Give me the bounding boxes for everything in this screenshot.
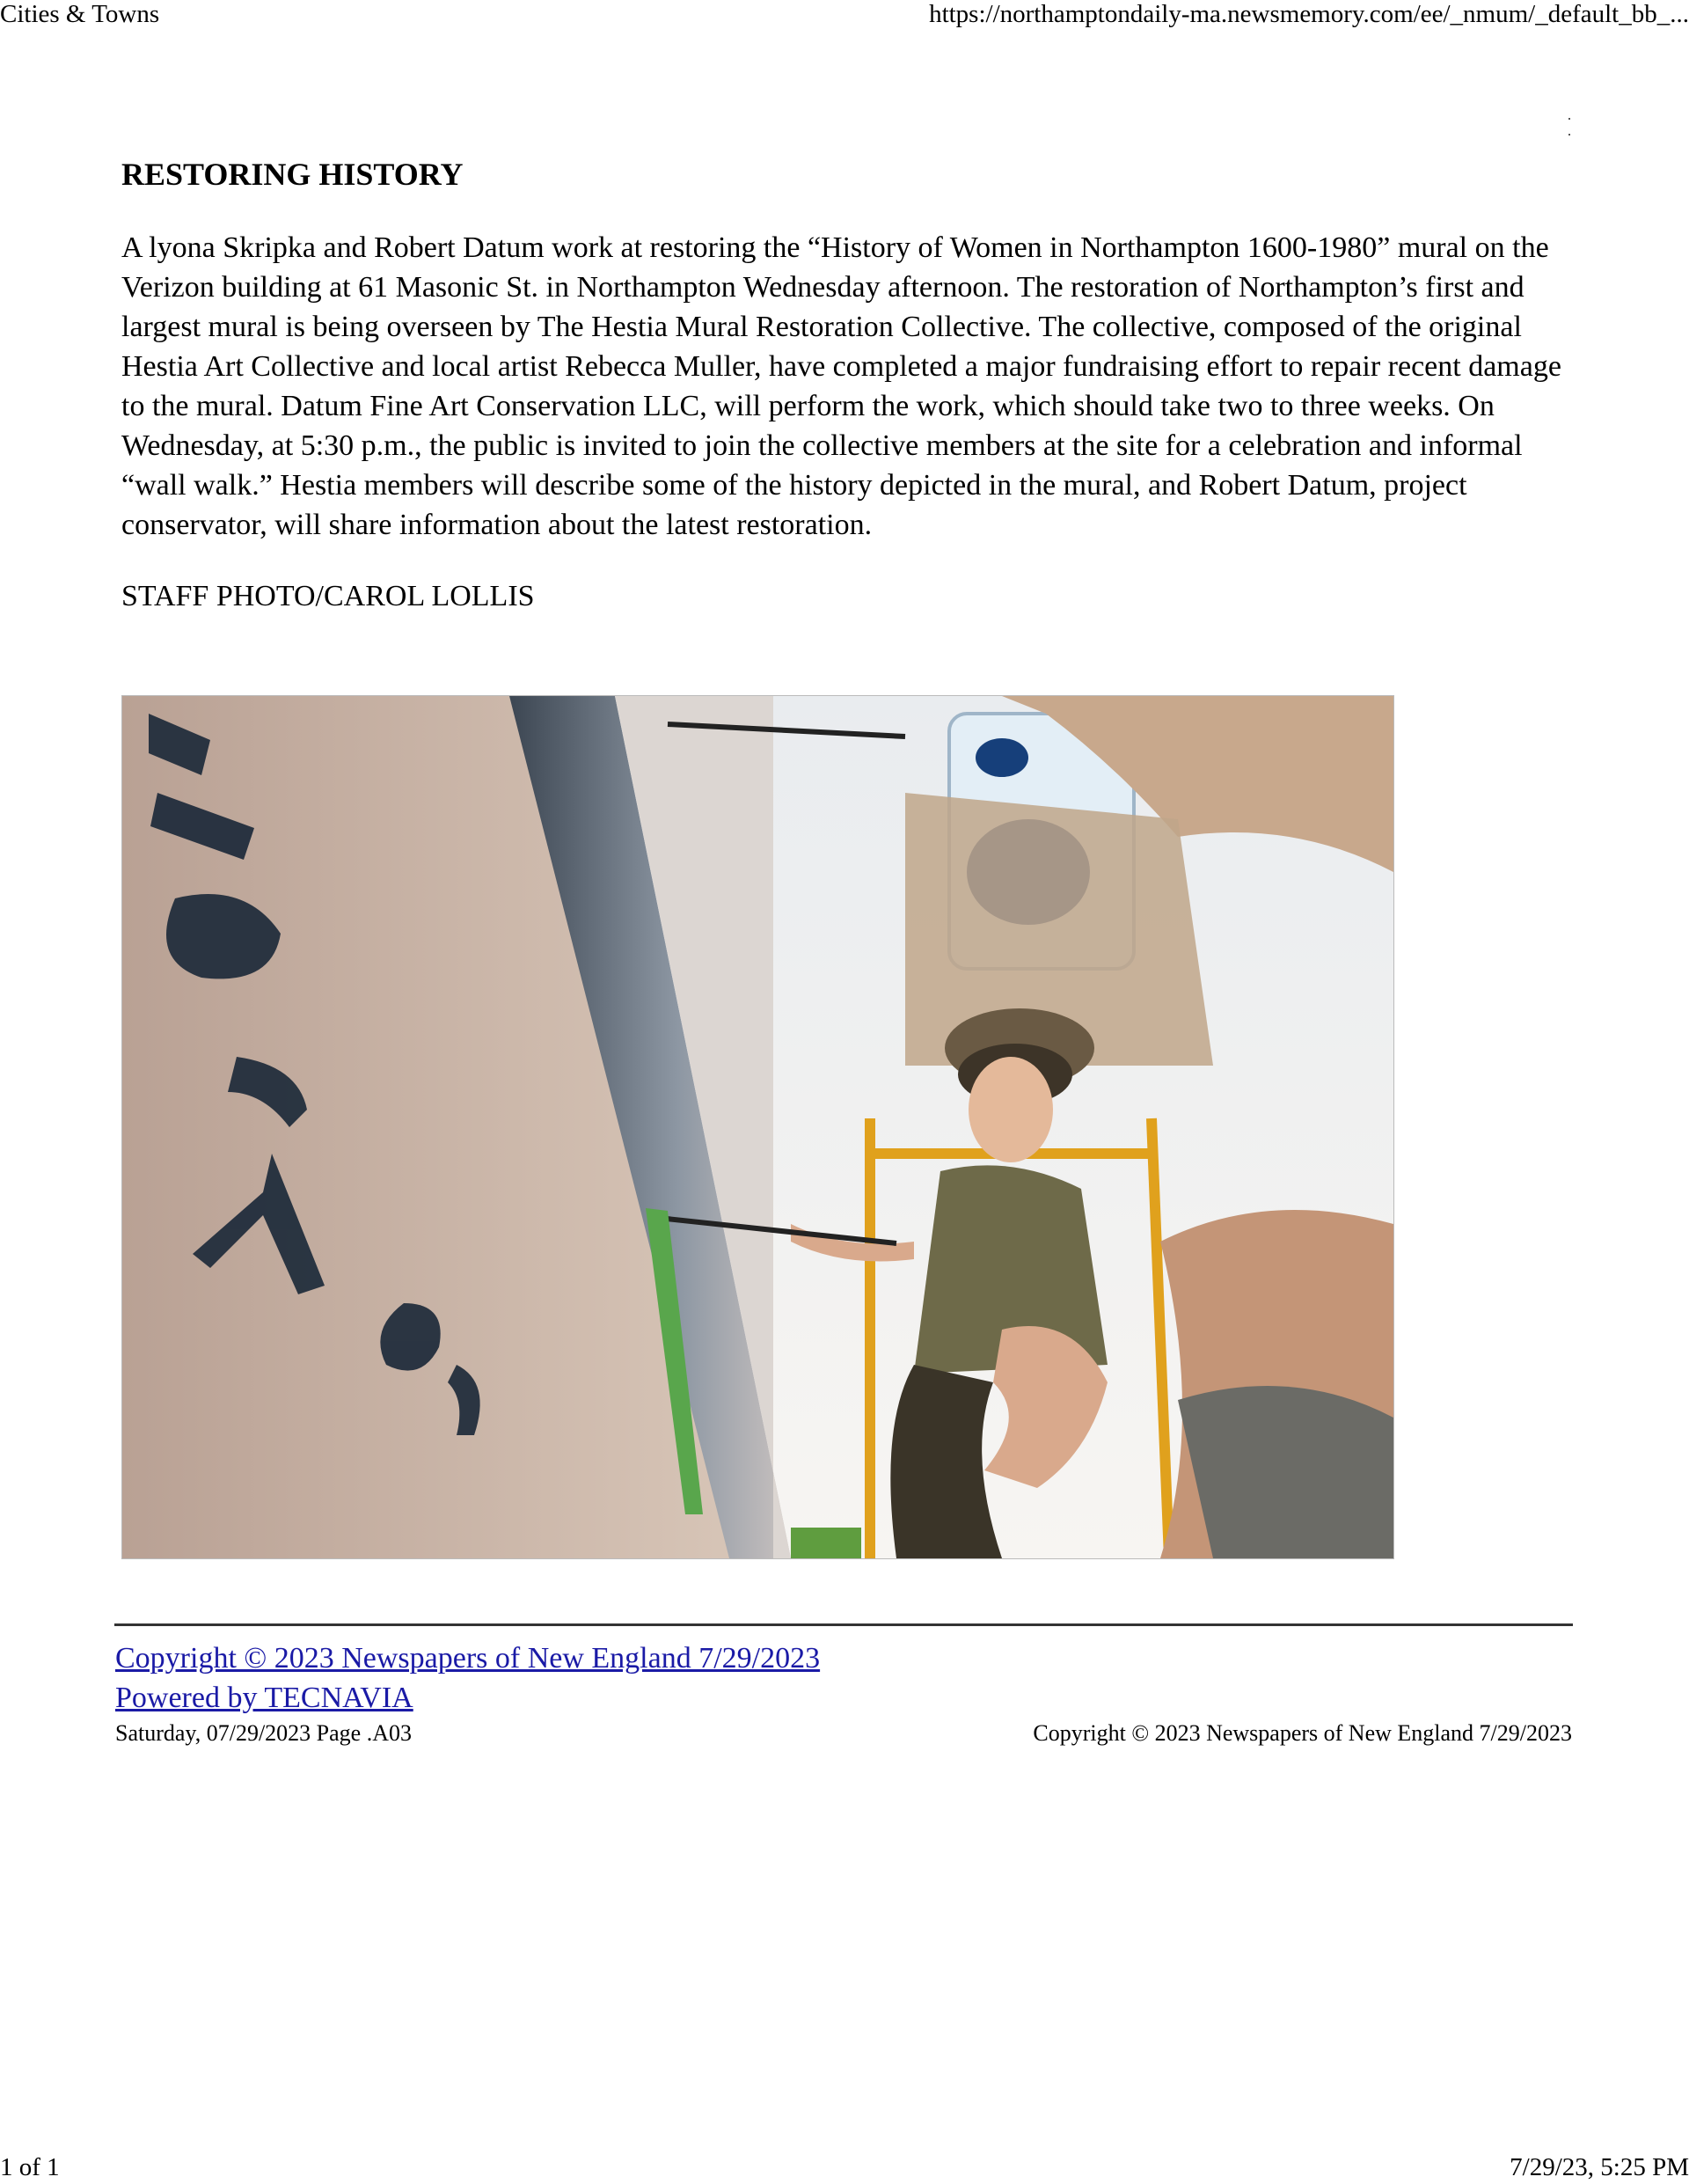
article-caption: A lyona Skripka and Robert Datum work at restoring the “History of Women in Northampton 1600-1980” mural on the Verizon building at 61 Masonic St. in Northampton Wednesday afternoon. The restoration of Northampton’s first and largest mural is being overseen by The Hestia Mural Restoration Collective. The collective, composed of the original Hestia Art Collective and local artist Rebecca Muller, have completed a major fundraising effort to repair recent damage to the mural. Datum Fine Art Conservation LLC, will perform the work, which should take two to three weeks. On Wednesday, at 5:30 p.m., the public is invited to join the collective members at the site for a celebration and informal “wall walk.” Hestia members will describe some of the history depicted in the mural, and Robert Datum, project conservator, will share information about the latest restoration. [121,231,1561,541]
article-photo [121,695,1394,1559]
photo-credit: STAFF PHOTO/CAROL LOLLIS [121,580,535,612]
footer-divider [114,1623,1573,1626]
print-page-count: 1 of 1 [0,2153,60,2181]
print-header-url: https://northamptondaily-ma.newsmemory.com/ee/_nmum/_default_bb_... [929,0,1689,28]
footer-copyright: Copyright © 2023 Newspapers of New England 7/29/2023 [1033,1720,1572,1746]
crop-marks [1566,114,1573,141]
article [121,154,1564,616]
copyright-link[interactable]: Copyright © 2023 Newspapers of New England 7/29/2023 [115,1642,821,1675]
print-header-title: Cities & Towns [0,0,160,28]
article-headline: RESTORING HISTORY [121,157,464,192]
tecnavia-link[interactable]: Powered by TECNAVIA [115,1682,413,1714]
mural-restoration-photo [122,696,1393,1558]
issue-date-page: Saturday, 07/29/2023 Page .A03 [115,1720,412,1746]
print-timestamp: 7/29/23, 5:25 PM [1510,2153,1689,2181]
footer-links [115,1638,820,1718]
